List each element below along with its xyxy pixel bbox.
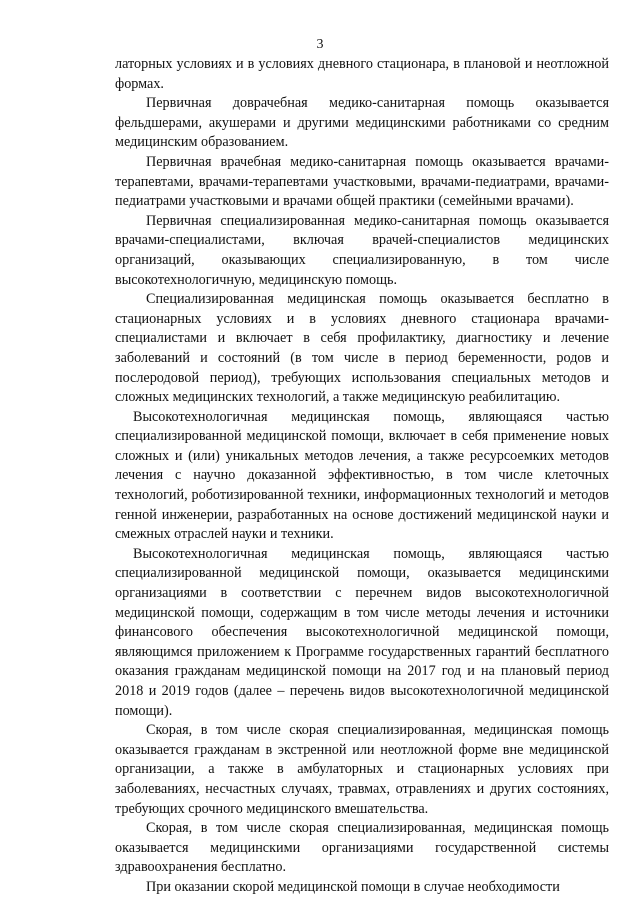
body-text (115, 55, 609, 898)
paragraph-emergency-free: Скорая, в том числе скорая специализированная, медицинская помощь оказывается медицинскими организациями государственной системы здравоохранения бесплатно. (115, 820, 609, 876)
paragraph-specialized-care: Специализированная медицинская помощь оказывается бесплатно в стационарных условиях и в условиях дневного стационара врачами-специалистами и включает в себя профилактику, диагностику и лечение заболеваний и состояний (в том числе в период беременности, родов и послеродовой период), требующих использования специальных методов и сложных медицинских технологий, а также медицинскую реабилитацию. (115, 291, 609, 406)
paragraph-emergency-care: Скорая, в том числе скорая специализированная, медицинская помощь оказывается гражданам в экстренной или неотложной форме вне медицинской организации, а также в амбулаторных и стационарных условиях при заболеваниях, несчастных случаях, травмах, отравлениях и других состояниях, требующих срочного медицинского вмешательства. (115, 722, 609, 817)
page-number: 3 (316, 37, 324, 52)
paragraph-continuation: латорных условиях и в условиях дневного стационара, в плановой и неотложной формах. (115, 56, 609, 92)
paragraph-prehospital-care: Первичная доврачебная медико-санитарная помощь оказывается фельдшерами, акушерами и другими медицинскими работниками со средним медицинским образованием. (115, 95, 609, 151)
paragraph-high-tech-definition: Высокотехнологичная медицинская помощь, являющаяся частью специализированной медицинской помощи, включает в себя применение новых сложных и (или) уникальных методов лечения, а также ресурсоемких методов лечения с научно доказанной эффективностью, в том числе клеточных технологий, роботизированной техники, информационных технологий и методов генной инженерии, разработанных на основе достижений медицинской науки и смежных отраслей науки и техники. (115, 408, 609, 543)
paragraph-primary-specialized-care: Первичная специализированная медико-санитарная помощь оказывается врачами-специалистами, включая врачей-специалистов медицинских организаций, оказывающих специализированную, в том числе высокотехнологичную, медицинскую помощь. (115, 212, 609, 288)
paragraph-emergency-necessity: При оказании скорой медицинской помощи в случае необходимости (146, 878, 560, 895)
paragraph-primary-physician-care: Первичная врачебная медико-санитарная помощь оказывается врачами-терапевтами, врачами-терапевтами участковыми, врачами-педиатрами, врачами-педиатрами участковыми и врачами общей практики (семейными врачами). (115, 153, 609, 210)
paragraph-high-tech-provision: Высокотехнологичная медицинская помощь, являющаяся частью специализированной медицинской помощи, оказывается медицинскими организациями в соответствии с перечнем видов высокотехнологичной медицинской помощи, содержащим в том числе методы лечения и источники финансового обеспечения высокотехнологичной медицинской помощи, являющимся приложением к Программе государственных гарантий бесплатного оказания гражданам медицинской помощи на 2017 год и на плановый период 2018 и 2019 годов (далее – перечень видов высокотехнологичной медицинской помощи). (115, 545, 609, 719)
